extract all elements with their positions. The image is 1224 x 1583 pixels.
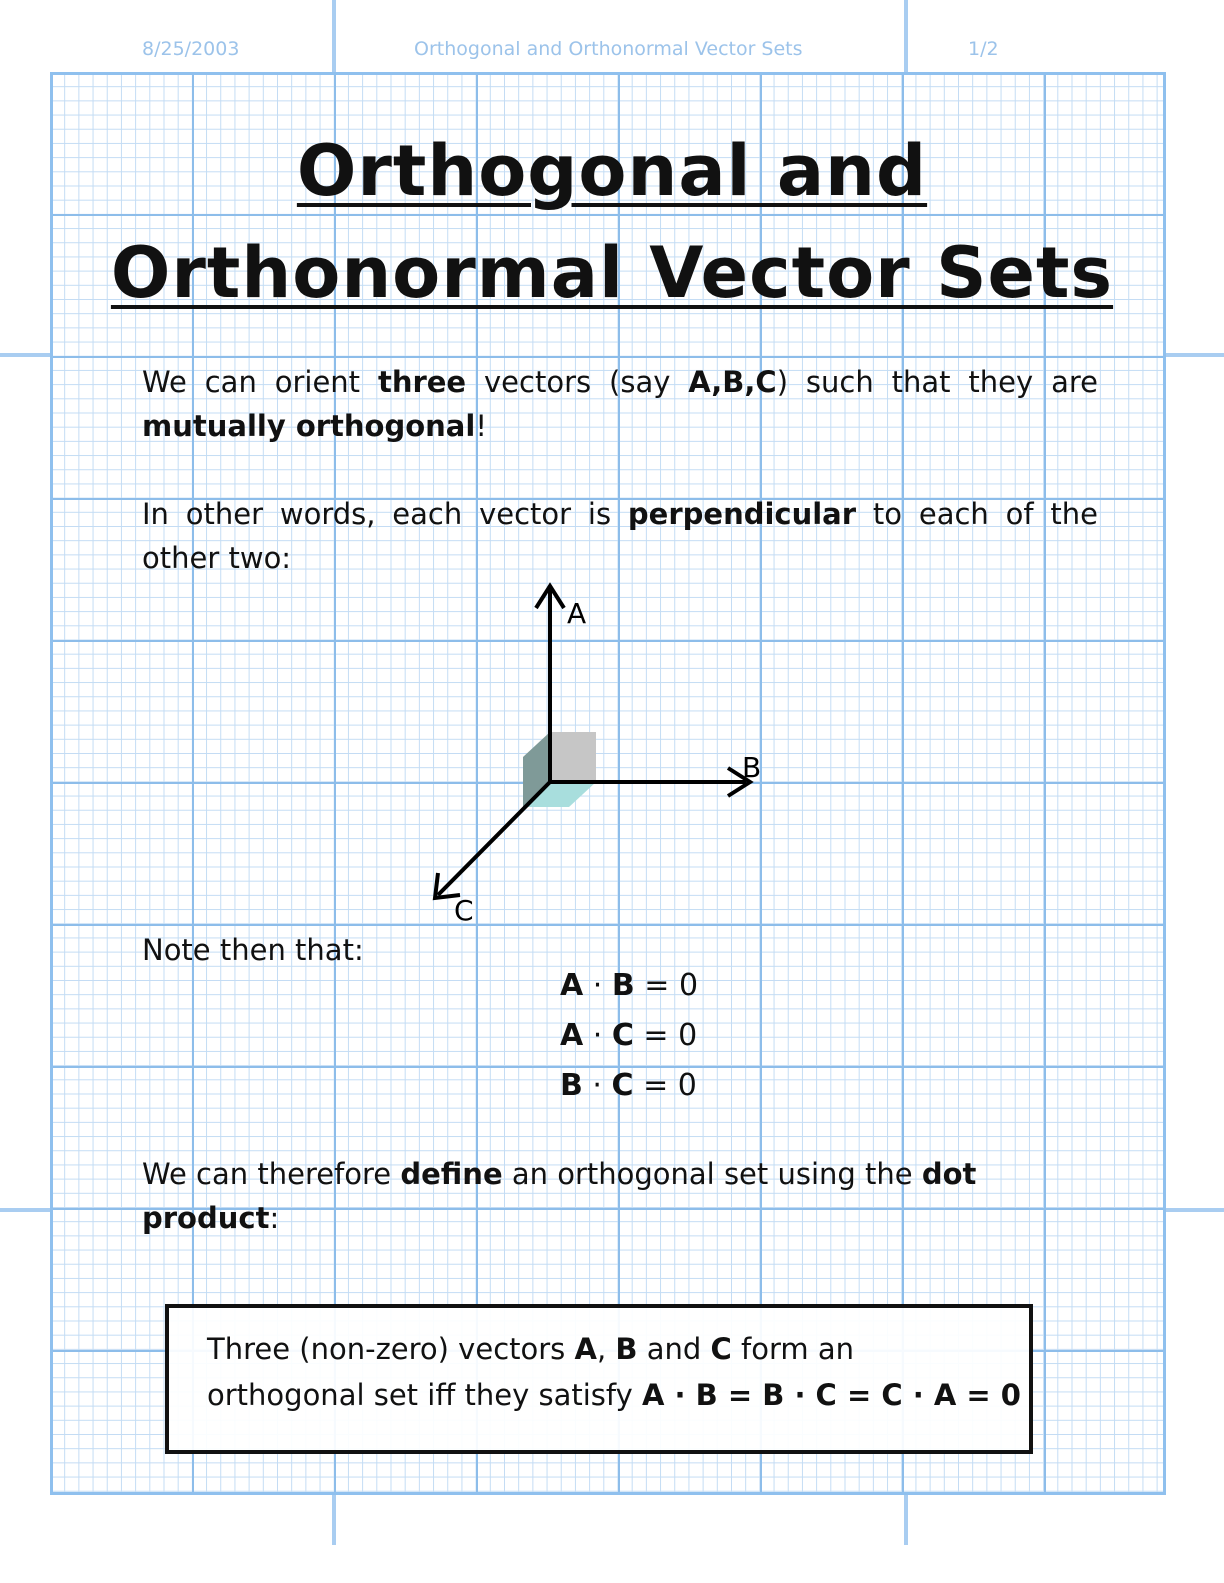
margin-guide (0, 353, 50, 357)
definition-box-line-1: Three (non-zero) vectors A, B and C form an (207, 1332, 854, 1366)
header-doc-title: Orthogonal and Orthonormal Vector Sets (414, 38, 803, 60)
perpendicular-paragraph (142, 492, 1098, 580)
perpendicular-line-2: other two: (142, 541, 292, 575)
margin-guide (332, 0, 336, 72)
intro-line-1: We can orient three vectors (say A,B,C) such that they are (142, 365, 1098, 399)
page-title-line-1: Orthogonal and (296, 130, 928, 212)
margin-guide (0, 1208, 50, 1212)
perpendicular-line-1: In other words, each vector is perpendicular to each of the (142, 497, 1098, 531)
definition-box (165, 1304, 1033, 1454)
cube-front-face (550, 732, 596, 782)
equation-bc: B · C = 0 (560, 1068, 697, 1103)
note-text: Note then that: (142, 933, 364, 967)
margin-guide (1166, 1208, 1224, 1212)
definition-line-2: product: (142, 1201, 280, 1235)
equation-ab: A · B = 0 (560, 968, 699, 1003)
page-title-line-2: Orthonormal Vector Sets (110, 232, 1114, 314)
vector-b-label: B (742, 751, 762, 784)
definition-box-line-2: orthogonal set iff they satisfy A · B = B · C = C · A = 0 (207, 1378, 1021, 1412)
margin-guide (904, 1495, 908, 1545)
intro-line-2: mutually orthogonal! (142, 409, 487, 443)
margin-guide (904, 0, 908, 72)
vector-a-label: A (567, 597, 587, 630)
intro-paragraph (142, 360, 1098, 448)
equation-ac: A · C = 0 (560, 1018, 698, 1053)
margin-guide (1166, 353, 1224, 357)
definition-line-1: We can therefore define an orthogonal set using the dot (142, 1157, 977, 1191)
orthogonal-vectors-diagram (420, 575, 780, 935)
header-date: 8/25/2003 (142, 38, 240, 60)
header-page-number: 1/2 (968, 38, 999, 60)
vector-c-line (438, 782, 550, 895)
margin-guide (332, 1495, 336, 1545)
vector-c-label: C (454, 894, 474, 927)
definition-paragraph (142, 1152, 1098, 1240)
